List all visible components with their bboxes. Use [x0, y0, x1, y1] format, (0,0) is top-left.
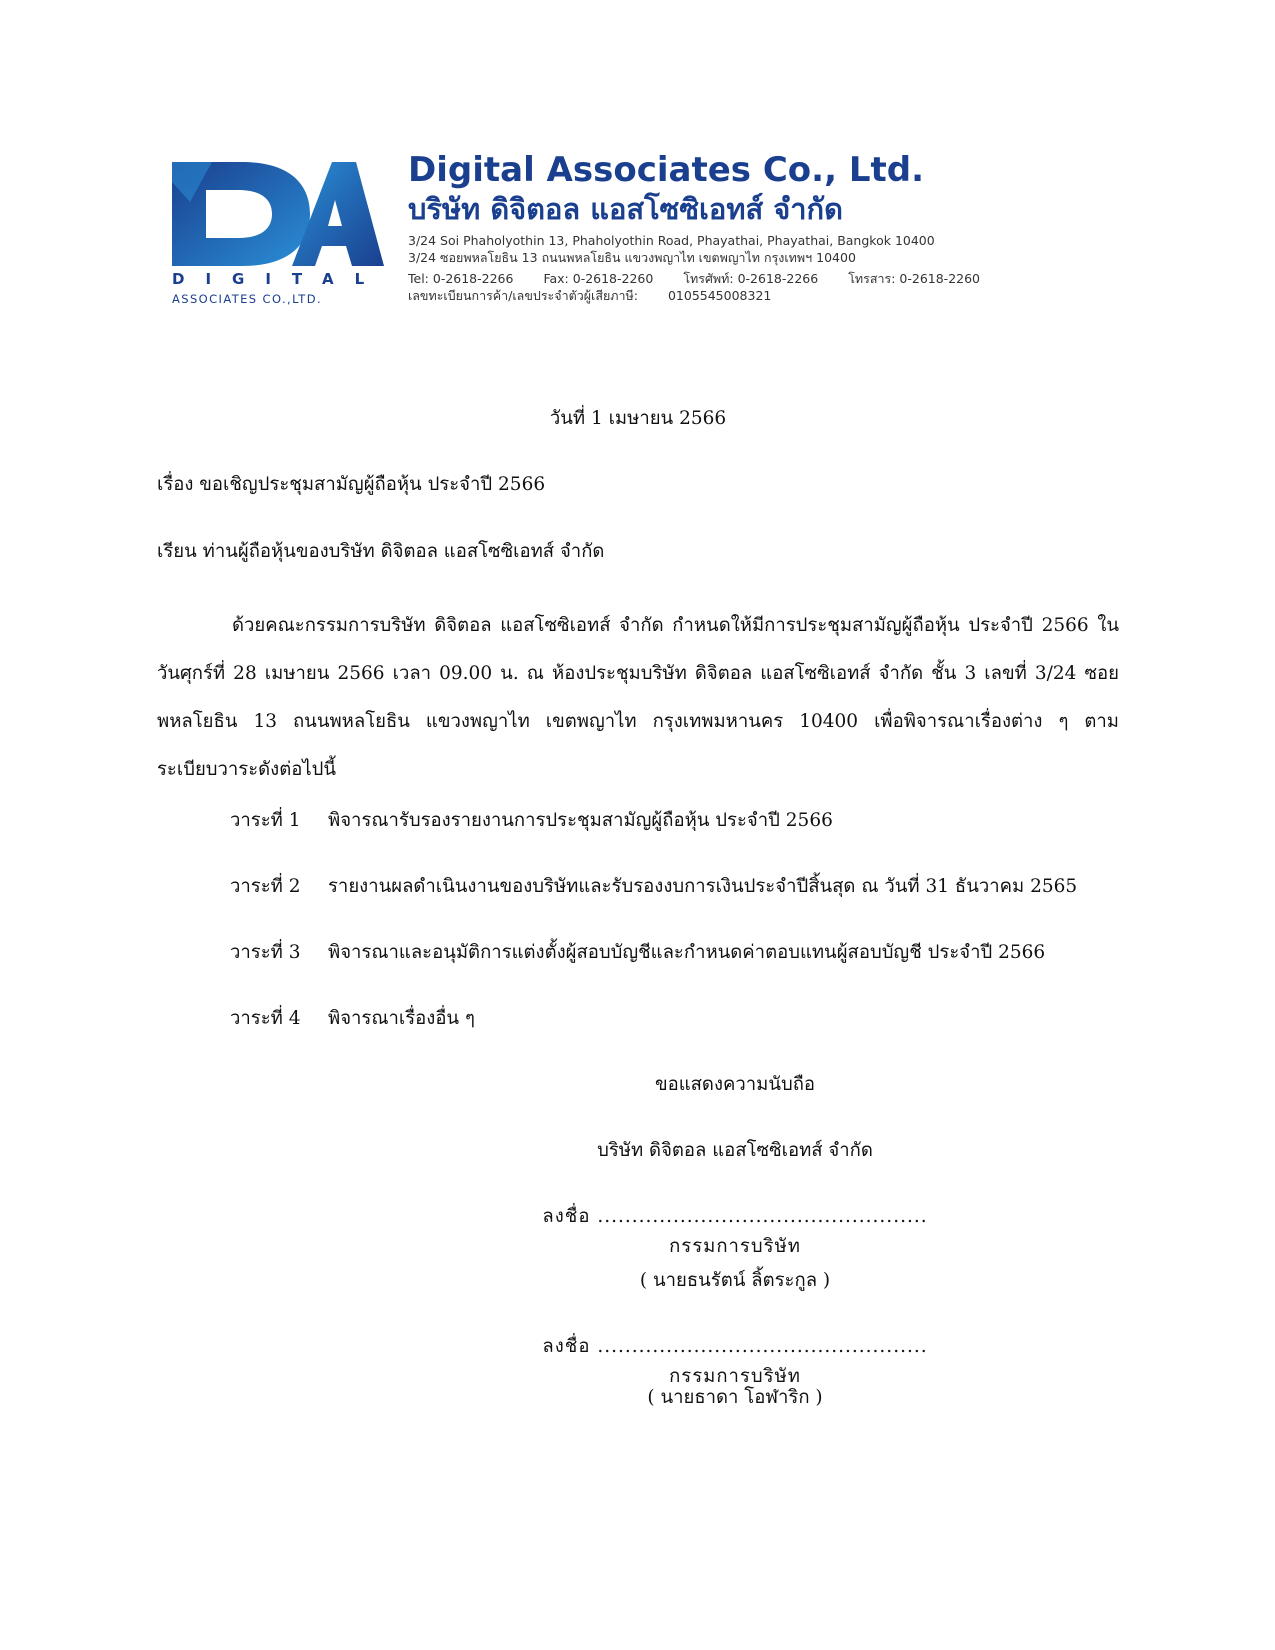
- agenda-number: วาระที่ 1: [230, 810, 301, 831]
- letter-paragraph: ด้วยคณะกรรมการบริษัท ดิจิตอล แอสโซซิเอทส์ จำกัด กำหนดให้มีการประชุมสามัญผู้ถือหุ้น ประจำปี 2566 ในวันศุกร์ที่ 28 เมษายน 2566 เวลา 09.00 น. ณ ห้องประชุมบริษัท ดิจิตอล แอสโซซิเอทส์ จำกัด ชั้น 3 เลขที่ 3/24 ซอยพหลโยธิน 13 ถนนพหลโยธิน แขวงพญาไท เขตพญาไท กรุงเทพมหานคร 10400 เพื่อพิจารณาเรื่องต่าง ๆ ตามระเบียบวาระดังต่อไปนี้: [157, 615, 1119, 780]
- logo-word: DIGITAL: [172, 270, 386, 288]
- da-logo-icon: [172, 162, 384, 266]
- fax-th: โทรสาร: 0-2618-2260: [848, 271, 980, 286]
- tel-th: โทรศัพท์: 0-2618-2266: [683, 271, 819, 286]
- agenda-number: วาระที่ 3: [230, 942, 301, 963]
- signer-name-1: ( นายธนรัตน์ ลิ้ตระกูล ): [639, 1270, 831, 1291]
- letter-date: วันที่ 1 เมษายน 2566: [549, 408, 727, 429]
- company-info: [408, 150, 1068, 304]
- letter-subject: เรื่อง ขอเชิญประชุมสามัญผู้ถือหุ้น ประจำปี 2566: [157, 474, 546, 495]
- fax-en: Fax: 0-2618-2260: [543, 271, 654, 286]
- signature-line-2: ลงชื่อ ................................................ กรรมการบริษัท: [542, 1336, 928, 1387]
- signature-line-1: ลงชื่อ ................................................ กรรมการบริษัท: [542, 1206, 928, 1257]
- closing: ขอแสดงความนับถือ: [654, 1074, 816, 1095]
- logo-subtitle: ASSOCIATES CO.,LTD.: [172, 292, 323, 306]
- signer-name-2: ( นายธาดา โอฬาริก ): [647, 1387, 823, 1408]
- agenda-item: [230, 872, 1130, 902]
- agenda-text: รายงานผลดำเนินงานของบริษัทและรับรองงบการเงินประจำปีสิ้นสุด ณ วันที่ 31 ธันวาคม 2565: [328, 876, 1078, 897]
- address-en: 3/24 Soi Phaholyothin 13, Phaholyothin Road, Phayathai, Phayathai, Bangkok 10400: [408, 233, 935, 248]
- company-logo: [170, 162, 386, 312]
- agenda-text: พิจารณาเรื่องอื่น ๆ: [328, 1008, 475, 1029]
- company-name-en: Digital Associates Co., Ltd.: [408, 150, 924, 190]
- agenda-text: พิจารณารับรองรายงานการประชุมสามัญผู้ถือหุ้น ประจำปี 2566: [328, 810, 833, 831]
- agenda-number: วาระที่ 4: [230, 1008, 301, 1029]
- letterhead: [170, 150, 1070, 320]
- company-signature: บริษัท ดิจิตอล แอสโซซิเอทส์ จำกัด: [597, 1140, 873, 1161]
- letter-recipient: เรียน ท่านผู้ถือหุ้นของบริษัท ดิจิตอล แอสโซซิเอทส์ จำกัด: [157, 541, 605, 562]
- agenda-item: [230, 806, 1130, 836]
- contact-line: [408, 270, 1068, 287]
- address-th: 3/24 ซอยพหลโยธิน 13 ถนนพหลโยธิน แขวงพญาไท เขตพญาไท กรุงเทพฯ 10400: [408, 250, 856, 265]
- tax-line: [408, 287, 1068, 304]
- agenda-number: วาระที่ 2: [230, 876, 301, 897]
- tel-en: Tel: 0-2618-2266: [408, 271, 514, 286]
- agenda-item: [230, 938, 1130, 968]
- company-name-th: บริษัท ดิจิตอล แอสโซซิเอทส์ จำกัด: [408, 192, 843, 226]
- tax-label: เลขทะเบียนการค้า/เลขประจำตัวผู้เสียภาษี:: [408, 288, 638, 303]
- tax-id: 0105545008321: [667, 288, 772, 303]
- agenda-item: [230, 1004, 1130, 1034]
- agenda-text: พิจารณาและอนุมัติการแต่งตั้งผู้สอบบัญชีและกำหนดค่าตอบแทนผู้สอบบัญชี ประจำปี 2566: [328, 942, 1046, 963]
